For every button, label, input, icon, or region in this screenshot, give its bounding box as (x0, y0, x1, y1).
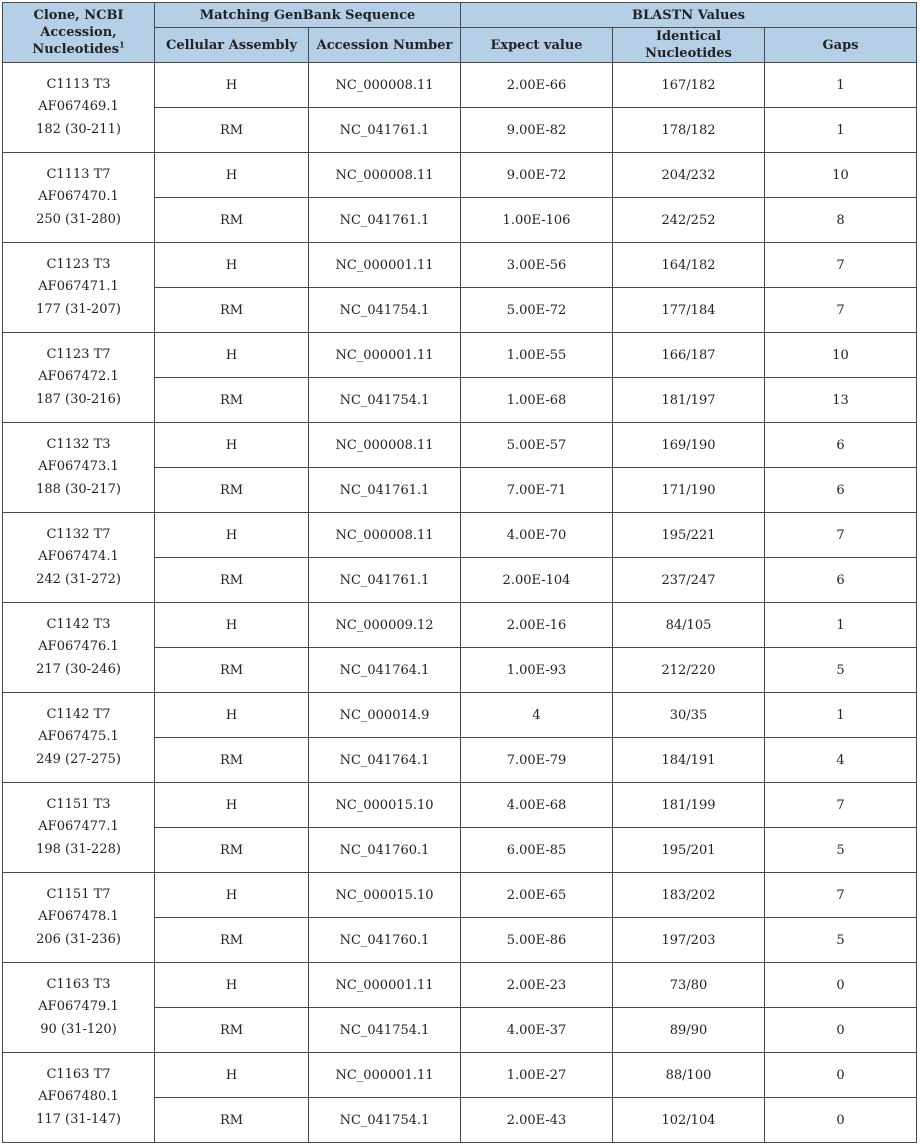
identical-nucleotides-cell: 237/247 (613, 558, 765, 603)
table-row (3, 243, 917, 288)
header-accession-number: Accession Number (309, 28, 461, 63)
expect-value-cell: 1.00E-106 (461, 198, 613, 243)
cellular-assembly-cell: RM (155, 468, 309, 513)
gaps-cell: 0 (765, 1008, 917, 1053)
table-body (3, 63, 917, 1143)
accession-number-cell: NC_041754.1 (309, 288, 461, 333)
accession-number-cell: NC_000008.11 (309, 513, 461, 558)
clone-cell (3, 63, 155, 153)
ncbi-accession: AF067472.1 (38, 369, 119, 385)
table-row (3, 783, 917, 828)
table-row (3, 513, 917, 558)
clone-name: C1163 T7 (46, 1066, 111, 1082)
accession-number-cell: NC_041760.1 (309, 828, 461, 873)
header-expect-value: Expect value (461, 28, 613, 63)
ncbi-accession: AF067469.1 (38, 99, 119, 115)
header-cellular-assembly: Cellular Assembly (155, 28, 309, 63)
clone-cell (3, 423, 155, 513)
accession-number-cell: NC_041764.1 (309, 738, 461, 783)
cellular-assembly-cell: H (155, 783, 309, 828)
identical-nucleotides-cell: 212/220 (613, 648, 765, 693)
accession-number-cell: NC_000008.11 (309, 153, 461, 198)
cellular-assembly-cell: H (155, 963, 309, 1008)
cellular-assembly-cell: H (155, 1053, 309, 1098)
expect-value-cell: 7.00E-79 (461, 738, 613, 783)
clone-name: C1123 T3 (46, 256, 111, 272)
ncbi-accession: AF067478.1 (38, 909, 119, 925)
nucleotides: 198 (31-228) (36, 841, 121, 857)
clone-cell (3, 333, 155, 423)
table-row (3, 63, 917, 108)
cellular-assembly-cell: RM (155, 918, 309, 963)
expect-value-cell: 5.00E-72 (461, 288, 613, 333)
accession-number-cell: NC_000001.11 (309, 243, 461, 288)
identical-nucleotides-cell: 183/202 (613, 873, 765, 918)
cellular-assembly-cell: RM (155, 378, 309, 423)
ncbi-accession: AF067476.1 (38, 639, 119, 655)
identical-nucleotides-cell: 181/197 (613, 378, 765, 423)
identical-nucleotides-cell: 195/221 (613, 513, 765, 558)
gaps-cell: 7 (765, 243, 917, 288)
expect-value-cell: 7.00E-71 (461, 468, 613, 513)
clone-cell (3, 963, 155, 1053)
clone-cell (3, 513, 155, 603)
cellular-assembly-cell: H (155, 333, 309, 378)
identical-nucleotides-cell: 204/232 (613, 153, 765, 198)
clone-cell (3, 603, 155, 693)
nucleotides: 117 (31-147) (36, 1111, 121, 1127)
expect-value-cell: 2.00E-23 (461, 963, 613, 1008)
nucleotides: 242 (31-272) (36, 571, 121, 587)
gaps-cell: 5 (765, 828, 917, 873)
table-row (3, 693, 917, 738)
ncbi-accession: AF067471.1 (38, 279, 119, 295)
clone-name: C1142 T7 (46, 706, 111, 722)
clone-name: C1132 T7 (46, 526, 111, 542)
table-row (3, 153, 917, 198)
expect-value-cell: 5.00E-86 (461, 918, 613, 963)
ncbi-accession: AF067470.1 (38, 189, 119, 205)
cellular-assembly-cell: RM (155, 738, 309, 783)
cellular-assembly-cell: H (155, 693, 309, 738)
identical-nucleotides-cell: 169/190 (613, 423, 765, 468)
identical-nucleotides-cell: 88/100 (613, 1053, 765, 1098)
expect-value-cell: 1.00E-27 (461, 1053, 613, 1098)
identical-nucleotides-cell: 178/182 (613, 108, 765, 153)
expect-value-cell: 2.00E-104 (461, 558, 613, 603)
cellular-assembly-cell: H (155, 63, 309, 108)
identical-nucleotides-cell: 171/190 (613, 468, 765, 513)
ncbi-accession: AF067477.1 (38, 819, 119, 835)
identical-nucleotides-cell: 89/90 (613, 1008, 765, 1053)
gaps-cell: 5 (765, 918, 917, 963)
cellular-assembly-cell: RM (155, 1098, 309, 1143)
accession-number-cell: NC_041761.1 (309, 108, 461, 153)
clone-cell (3, 1053, 155, 1143)
accession-number-cell: NC_000008.11 (309, 63, 461, 108)
ncbi-accession: AF067479.1 (38, 999, 119, 1015)
cellular-assembly-cell: RM (155, 288, 309, 333)
expect-value-cell: 2.00E-65 (461, 873, 613, 918)
gaps-cell: 1 (765, 603, 917, 648)
clone-name: C1113 T3 (46, 76, 111, 92)
accession-number-cell: NC_000009.12 (309, 603, 461, 648)
expect-value-cell: 4.00E-68 (461, 783, 613, 828)
table-row (3, 423, 917, 468)
accession-number-cell: NC_000015.10 (309, 873, 461, 918)
ncbi-accession: AF067475.1 (38, 729, 119, 745)
clone-name: C1123 T7 (46, 346, 111, 362)
nucleotides: 217 (30-246) (36, 661, 121, 677)
expect-value-cell: 4.00E-37 (461, 1008, 613, 1053)
identical-nucleotides-cell: 164/182 (613, 243, 765, 288)
gaps-cell: 1 (765, 693, 917, 738)
gaps-cell: 1 (765, 63, 917, 108)
clone-name: C1142 T3 (46, 616, 111, 632)
nucleotides: 250 (31-280) (36, 211, 121, 227)
identical-nucleotides-cell: 166/187 (613, 333, 765, 378)
expect-value-cell: 9.00E-82 (461, 108, 613, 153)
gaps-cell: 6 (765, 423, 917, 468)
table-row (3, 1053, 917, 1098)
identical-nucleotides-cell: 184/191 (613, 738, 765, 783)
gaps-cell: 0 (765, 1098, 917, 1143)
ncbi-accession: AF067474.1 (38, 549, 119, 565)
gaps-cell: 5 (765, 648, 917, 693)
gaps-cell: 10 (765, 153, 917, 198)
clone-name: C1151 T3 (46, 796, 111, 812)
expect-value-cell: 2.00E-16 (461, 603, 613, 648)
expect-value-cell: 2.00E-43 (461, 1098, 613, 1143)
header-clone: Clone, NCBI Accession, Nucleotides$^1$ (3, 3, 155, 63)
gaps-cell: 13 (765, 378, 917, 423)
cellular-assembly-cell: H (155, 513, 309, 558)
gaps-cell: 10 (765, 333, 917, 378)
expect-value-cell: 4 (461, 693, 613, 738)
gaps-cell: 7 (765, 288, 917, 333)
identical-nucleotides-cell: 181/199 (613, 783, 765, 828)
clone-name: C1113 T7 (46, 166, 111, 182)
gaps-cell: 0 (765, 1053, 917, 1098)
accession-number-cell: NC_041761.1 (309, 198, 461, 243)
cellular-assembly-cell: RM (155, 828, 309, 873)
accession-number-cell: NC_041754.1 (309, 1098, 461, 1143)
accession-number-cell: NC_041764.1 (309, 648, 461, 693)
table-row (3, 333, 917, 378)
accession-number-cell: NC_041761.1 (309, 468, 461, 513)
accession-number-cell: NC_041754.1 (309, 1008, 461, 1053)
cellular-assembly-cell: RM (155, 198, 309, 243)
gaps-cell: 0 (765, 963, 917, 1008)
clone-cell (3, 873, 155, 963)
blastn-results-table (2, 2, 917, 1143)
identical-nucleotides-cell: 197/203 (613, 918, 765, 963)
cellular-assembly-cell: RM (155, 648, 309, 693)
gaps-cell: 6 (765, 468, 917, 513)
ncbi-accession: AF067473.1 (38, 459, 119, 475)
nucleotides: 177 (31-207) (36, 301, 121, 317)
clone-cell (3, 693, 155, 783)
header-identical-nucleotides: Identical Nucleotides (613, 28, 765, 63)
accession-number-cell: NC_041754.1 (309, 378, 461, 423)
expect-value-cell: 4.00E-70 (461, 513, 613, 558)
expect-value-cell: 9.00E-72 (461, 153, 613, 198)
expect-value-cell: 3.00E-56 (461, 243, 613, 288)
gaps-cell: 7 (765, 783, 917, 828)
expect-value-cell: 1.00E-93 (461, 648, 613, 693)
header-blastn-values: BLASTN Values (461, 3, 917, 28)
identical-nucleotides-cell: 73/80 (613, 963, 765, 1008)
cellular-assembly-cell: H (155, 603, 309, 648)
identical-nucleotides-cell: 177/184 (613, 288, 765, 333)
clone-name: C1163 T3 (46, 976, 111, 992)
cellular-assembly-cell: RM (155, 108, 309, 153)
expect-value-cell: 1.00E-68 (461, 378, 613, 423)
gaps-cell: 8 (765, 198, 917, 243)
accession-number-cell: NC_000001.11 (309, 963, 461, 1008)
identical-nucleotides-cell: 242/252 (613, 198, 765, 243)
expect-value-cell: 2.00E-66 (461, 63, 613, 108)
nucleotides: 187 (30-216) (36, 391, 121, 407)
gaps-cell: 4 (765, 738, 917, 783)
cellular-assembly-cell: RM (155, 1008, 309, 1053)
cellular-assembly-cell: H (155, 423, 309, 468)
gaps-cell: 6 (765, 558, 917, 603)
expect-value-cell: 5.00E-57 (461, 423, 613, 468)
accession-number-cell: NC_000015.10 (309, 783, 461, 828)
identical-nucleotides-cell: 84/105 (613, 603, 765, 648)
cellular-assembly-cell: H (155, 873, 309, 918)
header-gaps: Gaps (765, 28, 917, 63)
cellular-assembly-cell: RM (155, 558, 309, 603)
expect-value-cell: 6.00E-85 (461, 828, 613, 873)
clone-name: C1151 T7 (46, 886, 111, 902)
nucleotides: 188 (30-217) (36, 481, 121, 497)
header-matching-genbank: Matching GenBank Sequence (155, 3, 461, 28)
accession-number-cell: NC_041760.1 (309, 918, 461, 963)
identical-nucleotides-cell: 195/201 (613, 828, 765, 873)
nucleotides: 182 (30-211) (36, 121, 121, 137)
gaps-cell: 1 (765, 108, 917, 153)
ncbi-accession: AF067480.1 (38, 1089, 119, 1105)
accession-number-cell: NC_000014.9 (309, 693, 461, 738)
clone-name: C1132 T3 (46, 436, 111, 452)
nucleotides: 206 (31-236) (36, 931, 121, 947)
table-row (3, 603, 917, 648)
accession-number-cell: NC_041761.1 (309, 558, 461, 603)
clone-cell (3, 243, 155, 333)
table-row (3, 963, 917, 1008)
expect-value-cell: 1.00E-55 (461, 333, 613, 378)
cellular-assembly-cell: H (155, 153, 309, 198)
gaps-cell: 7 (765, 513, 917, 558)
identical-nucleotides-cell: 102/104 (613, 1098, 765, 1143)
nucleotides: 249 (27-275) (36, 751, 121, 767)
nucleotides: 90 (31-120) (40, 1021, 117, 1037)
table-row (3, 873, 917, 918)
clone-cell (3, 153, 155, 243)
identical-nucleotides-cell: 167/182 (613, 63, 765, 108)
identical-nucleotides-cell: 30/35 (613, 693, 765, 738)
accession-number-cell: NC_000001.11 (309, 333, 461, 378)
accession-number-cell: NC_000001.11 (309, 1053, 461, 1098)
gaps-cell: 7 (765, 873, 917, 918)
cellular-assembly-cell: H (155, 243, 309, 288)
accession-number-cell: NC_000008.11 (309, 423, 461, 468)
clone-cell (3, 783, 155, 873)
